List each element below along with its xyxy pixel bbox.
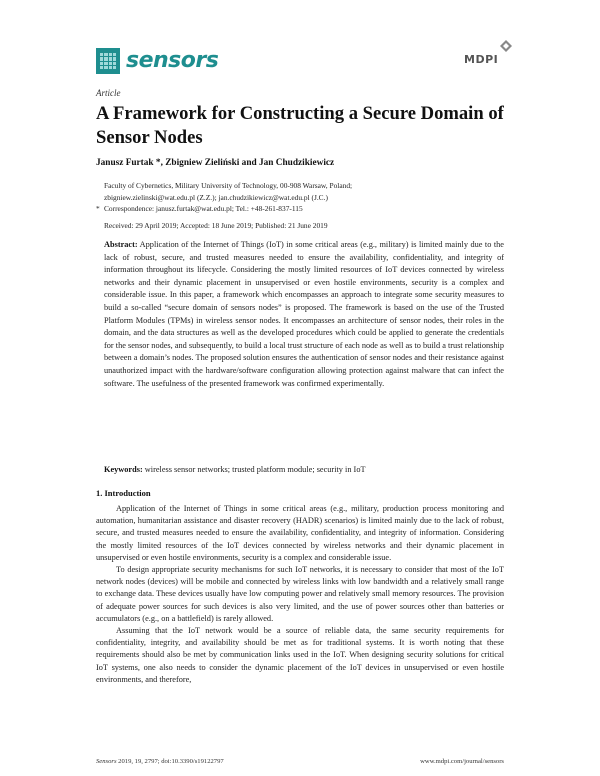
footer-doi: 2019, 19, 2797; doi:10.3390/s19122797 — [118, 758, 224, 765]
paragraph: To design appropriate security mechanisms for such IoT networks, it is necessary to consider that most of the IoT network nodes (devices) will be mobile and connected by wireless links with low bandwidth and a relatively small range to exchange data. These devices usually have low computing power and relatively small memory resources. The provision of adequate power sources for such devices is also very limited, and the use of power sources other than batteries or accumulators (e.g., on a battlefield) is rarely allowed. — [96, 565, 504, 623]
correspondence-text: Correspondence: janusz.furtak@wat.edu.pl; Tel.: +48-261-837-115 — [104, 204, 303, 214]
keywords-label: Keywords: — [104, 465, 143, 474]
paper-title: A Framework for Constructing a Secure Domain of Sensor Nodes — [96, 103, 504, 148]
journal-logo-icon — [96, 48, 120, 74]
footer-citation — [96, 758, 224, 765]
paragraph: Application of the Internet of Things in some critical areas (e.g., military, production process monitoring and automation, humanitarian assistance and disaster recovery (HADR) scenarios) is limited mainly due to the lack of robust, secure, and trusted measures needed to ensure the availability, confidentiality, and integrity of information. Considering the mostly limited resources of the IoT devices connected by wireless networks and their dynamic placement in unsupervised or even hostile environments, security is a complex and considerable issue. — [96, 504, 504, 562]
abstract-label: Abstract: — [104, 240, 138, 249]
publication-dates: Received: 29 April 2019; Accepted: 18 June 2019; Published: 21 June 2019 — [104, 221, 328, 230]
section-body — [96, 503, 504, 686]
footer-journal: Sensors — [96, 758, 117, 765]
abstract — [104, 239, 504, 390]
mdpi-logo-icon — [500, 40, 512, 52]
affiliation-emails: zbigniew.zielinski@wat.edu.pl (Z.Z.); jan.chudzikiewicz@wat.edu.pl (J.C.) — [104, 192, 328, 202]
section-heading: 1. Introduction — [96, 488, 151, 498]
keywords-text: wireless sensor networks; trusted platform module; security in IoT — [144, 465, 366, 474]
publisher-name: MDPI — [464, 53, 499, 66]
correspondence-star: * — [96, 204, 100, 214]
journal-name: sensors — [126, 48, 219, 73]
abstract-text: Application of the Internet of Things (IoT) in some critical areas (e.g., military) is limited mainly due to the lack of robust, secure, and trusted measures needed to ensure the availability, confidentiality, and integrity of information throughout its lifecycle. Considering the mostly limited resources of IoT devices connected by wireless networks and their dynamic placement in unsupervised or even hostile environments, security is a complex and considerable issue. In this paper, a framework which encompasses an approach to integrate some security measures to build a so-called “secure domain of sensors nodes” is proposed. The framework is based on the use of the Trusted Platform Modules (TPMs) in wireless sensor nodes. It encompasses an architecture of sensor nodes, their roles in the domain, and the data structures as well as the developed procedures which could be applied to generate the credentials for the sensor nodes, and subsequently, to build a local trust structure of each node as well as to build a trust relationship between a domain’s nodes. The proposed solution ensures the authentication of sensor nodes and their resistance against unauthorized impact with the hardware/software configuration allowing protection against malware that can infect the software. The usefulness of the presented framework was confirmed experimentally. — [104, 240, 504, 388]
paragraph: Assuming that the IoT network would be a source of reliable data, the same security requirements for confidentiality, integrity, and availability should be met as for traditional systems. It is worth noting that these requirements should also be met by communication links used in the IoT. When designing security solutions for critical IoT systems, one also needs to consider the dynamic placement of the IoT devices in unsupervised or even hostile environments, and therefore, — [96, 626, 504, 684]
correspondence — [96, 203, 524, 215]
affiliation-line: Faculty of Cybernetics, Military University of Technology, 00-908 Warsaw, Poland; — [104, 181, 353, 190]
footer-url[interactable]: www.mdpi.com/journal/sensors — [420, 758, 504, 765]
article-type: Article — [96, 88, 121, 98]
keywords — [104, 465, 504, 474]
author-list: Janusz Furtak *, Zbigniew Zieliński and Jan Chudzikiewicz — [96, 158, 335, 168]
affiliation-block — [96, 180, 524, 215]
